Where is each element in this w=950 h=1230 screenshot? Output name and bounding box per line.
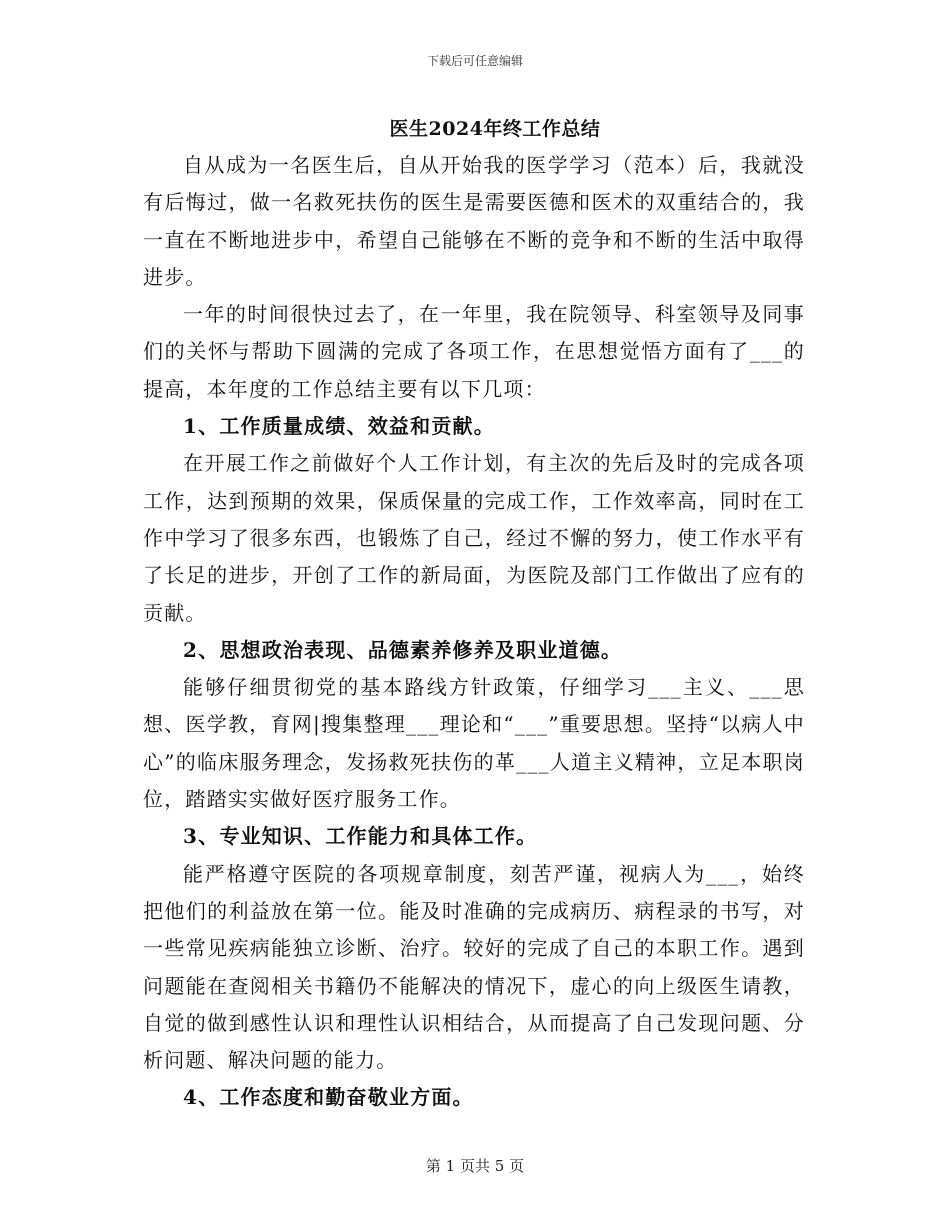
- paragraph-overview: 一年的时间很快过去了，在一年里，我在院领导、科室领导及同事们的关怀与帮助下圆满的完成了各项工作，在思想觉悟方面有了___的提高，本年度的工作总结主要有以下几项：: [143, 302, 805, 401]
- document-title: 医生2024年终工作总结: [389, 118, 601, 140]
- section-heading-4: 4、工作态度和勤奋敬业方面。: [183, 1085, 474, 1110]
- section-heading-2: 2、思想政治表现、品德素养修养及职业道德。: [183, 637, 623, 662]
- section-heading-3: 3、专业知识、工作能力和具体工作。: [183, 824, 538, 849]
- document-body: [143, 147, 805, 1117]
- page-footer: 第 1 页共 5 页: [425, 1157, 525, 1175]
- paragraph-intro: 自从成为一名医生后，自从开始我的医学学习（范本）后，我就没有后悔过，做一名救死扶伤的医生是需要医德和医术的双重结合的，我一直在不断地进步中，希望自己能够在不断的竞争和不断的生活中取得进步。: [143, 153, 805, 289]
- page-header: 下载后可任意编辑: [426, 54, 523, 68]
- paragraph-section-2: 能够仔细贯彻党的基本路线方针政策，仔细学习___主义、___思想、医学教，育网|搜集整理___理论和“___”重要思想。坚持“以病人中心”的临床服务理念，发扬救死扶伤的革___人道主义精神，立足本职岗位，踏踏实实做好医疗服务工作。: [143, 675, 805, 812]
- section-heading-1: 1、工作质量成绩、效益和贡献。: [183, 414, 495, 439]
- paragraph-section-3: 能严格遵守医院的各项规章制度，刻苦严谨，视病人为___，始终把他们的利益放在第一位。能及时准确的完成病历、病程录的书写，对一些常见疾病能独立诊断、治疗。较好的完成了自己的本职工作。遇到问题能在查阅相关书籍仍不能解决的情况下，虚心的向上级医生请教，自觉的做到感性认识和理性认识相结合，从而提高了自己发现问题、分析问题、解决问题的能力。: [143, 861, 805, 1073]
- paragraph-section-1: 在开展工作之前做好个人工作计划，有主次的先后及时的完成各项工作，达到预期的效果，保质保量的完成工作，工作效率高，同时在工作中学习了很多东西，也锻炼了自己，经过不懈的努力，使工作水平有了长足的进步，开创了工作的新局面，为医院及部门工作做出了应有的贡献。: [143, 451, 805, 625]
